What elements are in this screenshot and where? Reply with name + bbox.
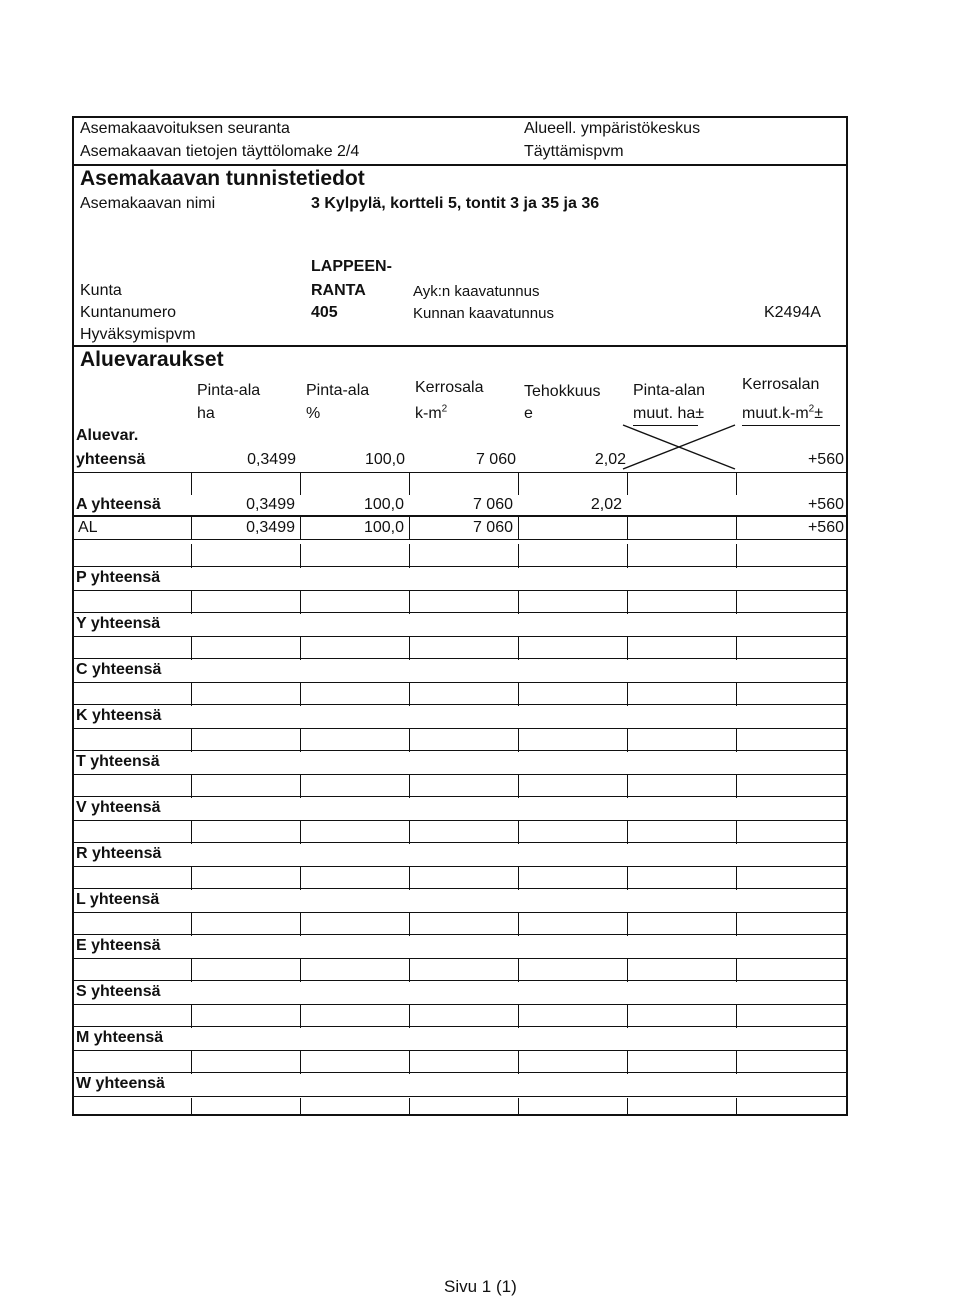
total-efficiency: 2,02	[594, 451, 626, 468]
identification-heading: Asemakaavan tunnistetiedot	[80, 167, 365, 190]
col-area-ha-line2: ha	[197, 405, 215, 422]
col-efficiency-line1: Tehokkuus	[524, 383, 601, 400]
total-label-line1: Aluevar.	[76, 427, 139, 444]
total-floor-change: +560	[807, 451, 844, 468]
reservations-heading: Aluevaraukset	[80, 348, 224, 371]
plan-id-label: Kunnan kaavatunnus	[413, 305, 554, 322]
form-title: Asemakaavoituksen seuranta	[80, 120, 290, 137]
col-floor-change-sup: 2	[808, 403, 815, 415]
total-floor-area: 7 060	[475, 451, 516, 468]
row-value-km2-change: +560	[807, 519, 844, 536]
row-label: P yhteensä	[76, 569, 161, 586]
row-label: M yhteensä	[76, 1029, 164, 1046]
row-label: R yhteensä	[76, 845, 162, 862]
col-area-pct-line1: Pinta-ala	[306, 382, 370, 399]
row-label: S yhteensä	[76, 983, 161, 1000]
total-label-line2: yhteensä	[76, 451, 146, 468]
row-value-km2: 7 060	[472, 496, 513, 513]
col-floor-change-line1: Kerrosalan	[742, 376, 820, 393]
row-label: C yhteensä	[76, 661, 162, 678]
col-floor-area-sup: 2	[441, 403, 448, 415]
row-label: L yhteensä	[76, 891, 160, 908]
approval-date-label: Hyväksymispvm	[80, 326, 196, 343]
col-area-change-line2: muut. ha±	[633, 405, 705, 422]
row-value-km2-change: +560	[807, 496, 844, 513]
region-label: Alueell. ympäristökeskus	[524, 120, 701, 137]
row-value-ha: 0,3499	[246, 496, 295, 513]
total-area-ha: 0,3499	[247, 451, 296, 468]
row-label: AL	[78, 519, 98, 536]
plan-name-value: 3 Kylpylä, kortteli 5, tontit 3 ja 35 ja 36	[311, 195, 600, 212]
row-label: K yhteensä	[76, 707, 162, 724]
row-label: A yhteensä	[76, 496, 161, 513]
row-label: E yhteensä	[76, 937, 161, 954]
row-value-km2: 7 060	[472, 519, 513, 536]
row-value-ha: 0,3499	[246, 519, 295, 536]
municipality-number-value: 405	[311, 304, 338, 321]
col-area-ha-line1: Pinta-ala	[197, 382, 261, 399]
municipality-value-line2: RANTA	[311, 282, 366, 299]
col-floor-area-unit: k-m	[415, 405, 442, 422]
fill-date-label: Täyttämispvm	[524, 143, 624, 160]
col-floor-area-line1: Kerrosala	[415, 379, 484, 396]
col-area-change-line1: Pinta-alan	[633, 382, 706, 399]
col-floor-change-unit: muut.k-m	[742, 405, 809, 422]
col-area-pct-line2: %	[306, 405, 321, 422]
page-number: Sivu 1 (1)	[444, 1277, 517, 1296]
municipality-number-label: Kuntanumero	[80, 304, 177, 321]
ayk-plan-id-label: Ayk:n kaavatunnus	[413, 283, 540, 300]
row-value-e: 2,02	[590, 496, 622, 513]
row-label: V yhteensä	[76, 799, 161, 816]
total-area-pct: 100,0	[364, 451, 405, 468]
form-frame	[72, 116, 848, 1116]
row-label: W yhteensä	[76, 1075, 165, 1092]
row-label: Y yhteensä	[76, 615, 161, 632]
form-subtitle: Asemakaavan tietojen täyttölomake 2/4	[80, 143, 360, 160]
row-value-pct: 100,0	[363, 496, 404, 513]
plan-name-label: Asemakaavan nimi	[80, 195, 216, 212]
row-value-pct: 100,0	[363, 519, 404, 536]
municipality-label: Kunta	[80, 282, 122, 299]
plan-id-value: K2494A	[764, 304, 821, 321]
row-label: T yhteensä	[76, 753, 160, 770]
col-efficiency-line2: e	[524, 405, 533, 422]
col-floor-change-suffix: ±	[814, 405, 824, 422]
municipality-value-line1: LAPPEEN-	[311, 258, 392, 275]
